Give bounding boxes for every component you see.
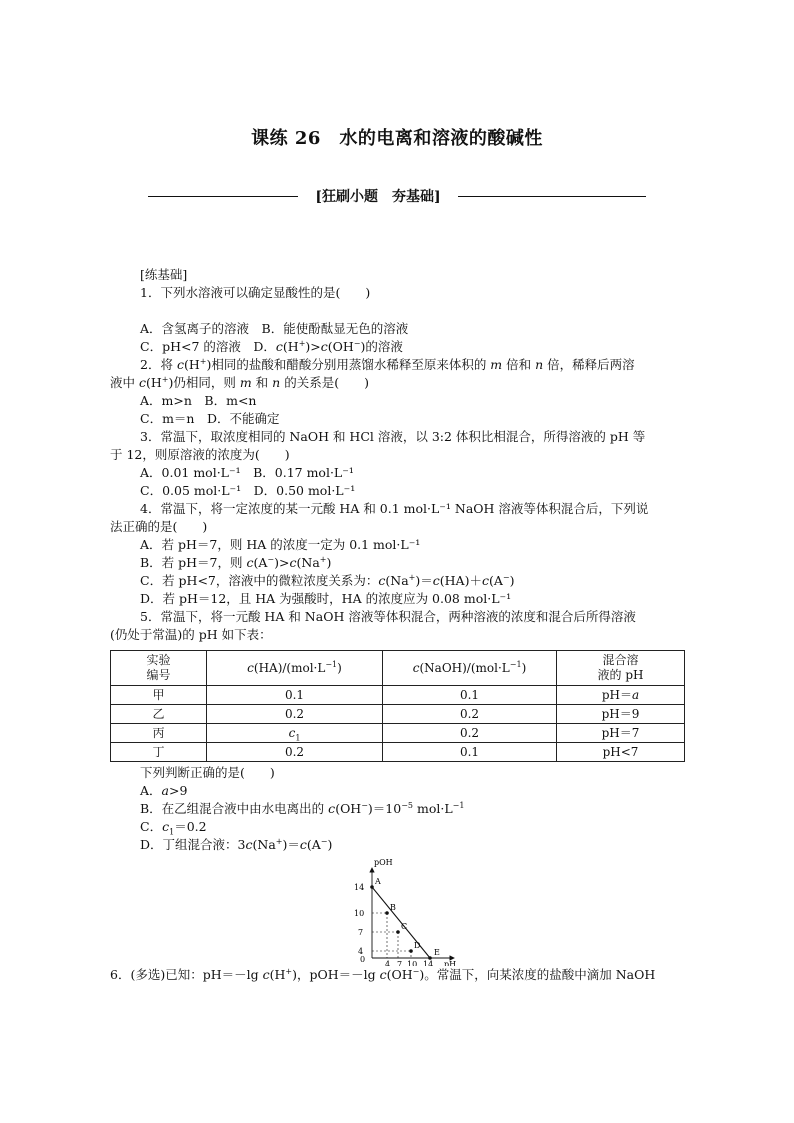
question-body <box>110 266 685 984</box>
table-header-row <box>111 651 685 686</box>
y-tick-10: 10 <box>354 909 365 918</box>
table-cell: 0.2 <box>207 705 383 724</box>
header-cell-id: 实验 编号 <box>111 651 207 686</box>
q5-option-c: C．$c_1=0.2$ <box>140 819 207 837</box>
q3-stem-line1: 3．常温下，取浓度相同的 NaOH 和 HCl 溶液，以 3:2 体积比相混合，所得溶液的 pH 等 <box>140 429 646 444</box>
table-cell: 丙 <box>111 724 207 743</box>
q4-option-a: A．若 pH＝7，则 HA 的浓度一定为 0.1 mol·L⁻¹ <box>140 537 421 552</box>
q1-options-cd: C．pH<7 的溶液 D．c(H+)>c(OH−)的溶液 <box>140 338 403 354</box>
table-cell: 0.1 <box>207 686 383 705</box>
point-label-d: D <box>414 941 421 950</box>
point-label-c: C <box>401 922 408 931</box>
q5-option-b: B．在乙组混合液中由水电离出的 $c(OH^-)=10^{-5}$ $mol\cdot L^{-1}$ <box>140 800 465 816</box>
table-cell: 0.2 <box>207 743 383 762</box>
table-cell: 0.2 <box>383 724 557 743</box>
x-tick-10: 10 <box>407 960 418 966</box>
block-label: [练基础] <box>140 267 188 282</box>
q2-stem-line1: 2．将 c(H+)相同的盐酸和醋酸分别用蒸馏水稀释至原来体积的 m 倍和 n 倍，稀释后两溶 <box>140 356 635 372</box>
q4-option-c: C．若 pH<7，溶液中的微粒浓度关系为：c(Na+)＝c(HA)＋c(A−) <box>140 572 515 588</box>
q4-stem-line1: 4．常温下，将一定浓度的某一元酸 HA 和 0.1 mol·L⁻¹ NaOH 溶液等体积混合后，下列说 <box>140 501 649 516</box>
table-cell: 甲 <box>111 686 207 705</box>
table-row <box>111 724 685 743</box>
poh-ph-graph <box>348 854 458 966</box>
q4-stem-line2: 法正确的是( ) <box>110 519 208 534</box>
x-tick-14: 14 <box>423 960 434 966</box>
q2-stem-line2: 液中 c(H+)仍相同，则 m 和 n 的关系是( ) <box>110 374 369 390</box>
point-label-e: E <box>434 948 440 957</box>
table-cell: pH＝7 <box>557 724 685 743</box>
point-e <box>428 956 432 960</box>
point-c <box>396 930 400 934</box>
q3-stem-line2: 于 12，则原溶液的浓度为( ) <box>110 447 290 462</box>
table-cell: 丁 <box>111 743 207 762</box>
q2-options-ab: A．m>n B．m<n <box>140 393 257 408</box>
q1-stem: 1．下列水溶液可以确定显酸性的是( ) <box>140 285 371 300</box>
section-header <box>148 186 646 206</box>
q5-stem-line2: (仍处于常温)的 pH 如下表： <box>110 627 272 642</box>
q6-stem: 6．(多选)已知：pH＝－lg c(H+)，pOH＝－lg c(OH−)。常温下，向某浓度的盐酸中滴加 NaOH <box>110 966 656 982</box>
table-cell: 0.1 <box>383 686 557 705</box>
q2-options-cd: C．m＝n D．不能确定 <box>140 411 280 426</box>
q4-option-d: D．若 pH＝12，且 HA 为强酸时，HA 的浓度应为 0.08 mol·L⁻¹ <box>140 591 512 606</box>
x-axis-label: pH <box>444 960 457 966</box>
q1-options-ab: A．含氢离子的溶液 B．能使酚酞显无色的溶液 <box>140 321 409 336</box>
table-cell: pH＝9 <box>557 705 685 724</box>
q5-option-d: D．丁组混合液：3c(Na+)＝c(A−) <box>140 836 333 852</box>
table-row <box>111 686 685 705</box>
dashed-guides <box>372 913 411 958</box>
point-label-b: B <box>390 903 396 912</box>
x-tick-7: 7 <box>397 960 403 966</box>
table-cell: 乙 <box>111 705 207 724</box>
point-d <box>409 949 413 953</box>
y-tick-14: 14 <box>354 883 365 892</box>
poh-ph-graph-svg <box>348 854 458 966</box>
header-cell-ha: $c(HA)/(mol\cdot L^{-1})$ <box>207 651 383 686</box>
page-title: 课练 26 水的电离和溶液的酸碱性 <box>251 128 543 149</box>
q4-option-b: B．若 pH＝7，则 c(A−)>c(Na+) <box>140 554 332 570</box>
table-row <box>111 743 685 762</box>
y-tick-7: 7 <box>358 928 364 937</box>
table-cell: $c_1$ <box>207 724 383 743</box>
point-a <box>370 885 374 889</box>
experiment-table <box>110 650 685 762</box>
point-label-a: A <box>375 877 381 886</box>
header-cell-naoh: $c(NaOH)/(mol\cdot L^{-1})$ <box>383 651 557 686</box>
y-axis-label: pOH <box>374 858 393 867</box>
header-cell-ph: 混合溶 液的 pH <box>557 651 685 686</box>
q5-option-a: A．a>9 <box>140 783 188 798</box>
divider-right <box>458 196 646 197</box>
x-tick-4: 4 <box>385 960 391 966</box>
y-tick-4: 4 <box>358 947 364 956</box>
table-cell: pH<7 <box>557 743 685 762</box>
divider-left <box>148 196 298 197</box>
q5-stem-line1: 5．常温下，将一元酸 HA 和 NaOH 溶液等体积混合，两种溶液的浓度和混合后所得溶液 <box>140 609 636 624</box>
table-cell: 0.1 <box>383 743 557 762</box>
y-tick-0: 0 <box>360 955 366 964</box>
q3-options-ab: A．0.01 mol·L⁻¹ B．0.17 mol·L⁻¹ <box>140 465 354 480</box>
q3-options-cd: C．0.05 mol·L⁻¹ D．0.50 mol·L⁻¹ <box>140 483 356 498</box>
table-cell: pH＝a <box>557 686 685 705</box>
point-b <box>385 911 389 915</box>
section-header-text: [狂刷小题 夯基础] <box>315 189 441 205</box>
q5-after-table: 下列判断正确的是( ) <box>140 765 275 780</box>
table-cell: 0.2 <box>383 705 557 724</box>
table-row <box>111 705 685 724</box>
